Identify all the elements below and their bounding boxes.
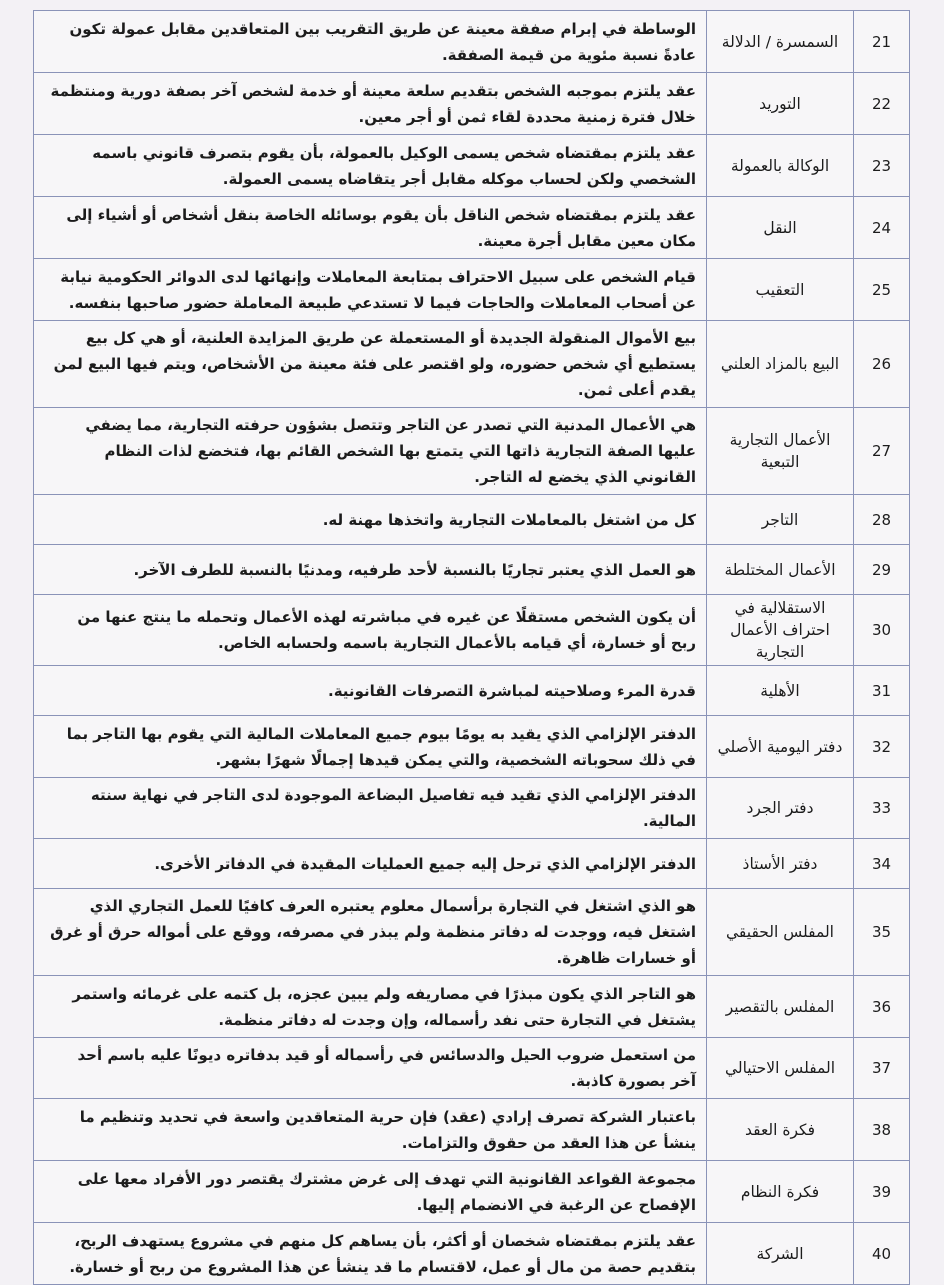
table-row [34, 976, 910, 1038]
number-cell [854, 1038, 910, 1099]
definition-text: الدفتر الإلزامي الذي يقيد به يومًا بيوم جميع المعاملات المالية التي يقوم بها التاجر بما في ذلك سحوباته الشخصية، والتي يمكن قيدها إجمالًا شهرًا بشهر. [66, 724, 696, 769]
definition-cell [34, 595, 707, 666]
definition-cell [34, 11, 707, 73]
definition-cell [34, 1161, 707, 1223]
definition-text: هي الأعمال المدنية التي تصدر عن التاجر وتتصل بشؤون حرفته التجارية، مما يضفي عليها الصفة التجارية ذاتها التي يتمتع بها الشخص القائم بها، فتخضع لذات النظام القانوني الذي يخضع له التاجر. [85, 416, 696, 486]
number-cell [854, 778, 910, 839]
number-cell [854, 839, 910, 889]
term-cell [707, 495, 854, 545]
term-cell [707, 259, 854, 321]
term-text: النقل [763, 218, 797, 237]
table-row [34, 259, 910, 321]
definition-cell [34, 545, 707, 595]
definition-text: هو التاجر الذي يكون مبذرًا في مصاريفه ولم يبين عجزه، بل كتمه على غرمائه واستمر يشتغل في التجارة حتى نفد رأسماله، وإن وجدت له دفاتر منظمة. [72, 984, 696, 1029]
row-number: 22 [871, 94, 892, 113]
term-text: المفلس الحقيقي [726, 923, 834, 941]
row-number: 35 [871, 923, 892, 941]
definition-cell [34, 716, 707, 778]
term-cell [707, 545, 854, 595]
term-text: المفلس بالتقصير [725, 997, 835, 1016]
term-text: فكرة العقد [744, 1120, 816, 1139]
table-row [34, 595, 910, 666]
number-cell [854, 666, 910, 716]
definition-cell [34, 1038, 707, 1099]
row-number: 38 [871, 1120, 892, 1139]
definition-cell [34, 839, 707, 889]
definition-cell [34, 73, 707, 135]
term-cell [707, 976, 854, 1038]
row-number: 28 [871, 510, 892, 529]
row-number: 31 [871, 681, 892, 700]
number-cell [854, 135, 910, 197]
term-cell [707, 595, 854, 666]
definition-cell [34, 197, 707, 259]
table-row [34, 716, 910, 778]
row-number: 26 [871, 355, 892, 373]
row-number: 36 [871, 997, 892, 1016]
row-number: 21 [871, 32, 892, 51]
table-row [34, 11, 910, 73]
number-cell [854, 73, 910, 135]
term-text: الأهلية [760, 681, 800, 700]
table-row [34, 778, 910, 839]
definition-text: أن يكون الشخص مستقلًا عن غيره في مباشرته لهذه الأعمال وتحمله ما ينتج عنها من ربح أو خسارة، أي قيامه بالأعمال التجارية باسمه ولحسابه الخاص. [77, 608, 696, 652]
term-text: دفتر الأستاذ [742, 854, 818, 873]
term-cell [707, 839, 854, 889]
row-number: 37 [871, 1059, 892, 1077]
definition-text: الدفتر الإلزامي الذي تقيد فيه تفاصيل البضاعة الموجودة لدى التاجر في نهاية سنته المالية. [90, 786, 696, 830]
term-text: الشركة [756, 1244, 804, 1263]
definition-cell [34, 889, 707, 976]
definition-cell [34, 1099, 707, 1161]
definition-text: هو الذي اشتغل في التجارة برأسمال معلوم يعتبره العرف كافيًا للعمل التجاري الذي اشتغل فيه، ووجدت له دفاتر منظمة ولم يبذر في مصرفه، ووقع على أمواله حرق أو غرق أو خسارات ظاهرة. [50, 897, 696, 967]
definition-text: عقد يلتزم بمقتضاه شخص الناقل بأن يقوم بوسائله الخاصة بنقل أشخاص أو أشياء إلى مكان معين مقابل أجرة معينة. [66, 205, 696, 250]
term-cell [707, 778, 854, 839]
definition-cell [34, 135, 707, 197]
number-cell [854, 716, 910, 778]
row-number: 27 [871, 442, 892, 460]
table-row [34, 408, 910, 495]
term-cell [707, 1161, 854, 1223]
row-number: 33 [871, 799, 892, 817]
number-cell [854, 1223, 910, 1285]
definition-cell [34, 976, 707, 1038]
definition-text: بيع الأموال المنقولة الجديدة أو المستعملة عن طريق المزايدة العلنية، أو هي كل بيع يستطيع أي شخص حضوره، ولو اقتصر على فئة معينة من الأشخاص، ويتم فيها البيع لمن يقدم أعلى ثمن. [53, 329, 696, 399]
term-cell [707, 889, 854, 976]
definition-text: عقد يلتزم بمقتضاه شخصان أو أكثر، بأن يساهم كل منهم في مشروع يستهدف الربح، بتقديم حصة من مال أو عمل، لاقتسام ما قد ينشأ عن هذا المشروع من ربح أو خسارة. [69, 1231, 696, 1276]
definition-text: عقد يلتزم بمقتضاه شخص يسمى الوكيل بالعمولة، بأن يقوم بتصرف قانوني باسمه الشخصي ولكن لحساب موكله مقابل أجر يتقاضاه يسمى العمولة. [92, 143, 696, 188]
term-text: التوريد [759, 94, 801, 113]
term-text: دفتر الجرد [746, 799, 814, 817]
row-number: 32 [871, 737, 892, 756]
table-row [34, 889, 910, 976]
table-row [34, 666, 910, 716]
table-row [34, 73, 910, 135]
term-text: فكرة النظام [740, 1182, 820, 1201]
number-cell [854, 545, 910, 595]
table-row [34, 1038, 910, 1099]
definition-text: الدفتر الإلزامي الذي ترحل إليه جميع العمليات المقيدة في الدفاتر الأخرى. [154, 854, 696, 873]
row-number: 34 [871, 854, 892, 873]
term-cell [707, 135, 854, 197]
definition-cell [34, 495, 707, 545]
term-cell [707, 716, 854, 778]
row-number: 24 [871, 218, 892, 237]
number-cell [854, 1161, 910, 1223]
glossary-table [33, 10, 910, 1285]
table-row [34, 135, 910, 197]
term-cell [707, 197, 854, 259]
term-text: البيع بالمزاد العلني [720, 355, 840, 373]
definition-cell [34, 321, 707, 408]
number-cell [854, 11, 910, 73]
row-number: 40 [871, 1244, 892, 1263]
table-row [34, 1099, 910, 1161]
term-text: السمسرة / الدلالة [721, 32, 839, 51]
term-text: الاستقلالية في احتراف الأعمال التجارية [730, 599, 830, 661]
term-text: الأعمال المختلطة [724, 560, 836, 579]
number-cell [854, 259, 910, 321]
row-number: 39 [871, 1182, 892, 1201]
table-row [34, 1161, 910, 1223]
row-number: 29 [871, 560, 892, 579]
table-row [34, 495, 910, 545]
row-number: 25 [871, 280, 892, 299]
definition-cell [34, 778, 707, 839]
definition-text: قدرة المرء وصلاحيته لمباشرة التصرفات القانونية. [328, 681, 696, 700]
number-cell [854, 595, 910, 666]
definition-text: من استعمل ضروب الحيل والدسائس في رأسماله أو قيد بدفاتره ديونًا عليه باسم أحد آخر بصورة كاذبة. [77, 1046, 696, 1090]
term-text: الوكالة بالعمولة [730, 156, 830, 175]
table-row [34, 545, 910, 595]
number-cell [854, 408, 910, 495]
definition-text: هو العمل الذي يعتبر تجاريًا بالنسبة لأحد طرفيه، ومدنيًا بالنسبة للطرف الآخر. [133, 560, 696, 579]
glossary-body [34, 11, 910, 1285]
table-row [34, 839, 910, 889]
term-cell [707, 73, 854, 135]
definition-text: عقد يلتزم بموجبه الشخص بتقديم سلعة معينة أو خدمة لشخص آخر بصفة دورية ومنتظمة خلال فترة زمنية محددة لقاء ثمن أو أجر معين. [50, 81, 696, 126]
term-cell [707, 11, 854, 73]
term-cell [707, 1223, 854, 1285]
table-row [34, 197, 910, 259]
row-number: 30 [871, 621, 892, 639]
definition-cell [34, 259, 707, 321]
table-row [34, 1223, 910, 1285]
definition-text: باعتبار الشركة تصرف إرادي (عقد) فإن حرية المتعاقدين واسعة في تحديد وتنظيم ما ينشأ عن هذا العقد من حقوق والتزامات. [79, 1107, 696, 1152]
definition-text: كل من اشتغل بالمعاملات التجارية واتخذها مهنة له. [322, 510, 696, 529]
definition-cell [34, 408, 707, 495]
row-number: 23 [871, 156, 892, 175]
table-row [34, 321, 910, 408]
definition-text: قيام الشخص على سبيل الاحتراف بمتابعة المعاملات وإنهائها لدى الدوائر الحكومية نيابة عن أصحاب المعاملات والحاجات فيما لا تستدعي طبيعة المعاملة حضور صاحبها بنفسه. [60, 267, 696, 312]
term-text: المفلس الاحتيالي [724, 1059, 836, 1077]
definition-text: الوساطة في إبرام صفقة معينة عن طريق التقريب بين المتعاقدين مقابل عمولة تكون عادةً نسبة مئوية من قيمة الصفقة. [69, 19, 696, 64]
term-text: دفتر اليومية الأصلي [717, 737, 843, 756]
number-cell [854, 321, 910, 408]
term-cell [707, 1038, 854, 1099]
definition-cell [34, 666, 707, 716]
term-text: التعقيب [755, 280, 805, 299]
term-cell [707, 321, 854, 408]
number-cell [854, 495, 910, 545]
definition-text: مجموعة القواعد القانونية التي تهدف إلى غرض مشترك يقتصر دور الأفراد معها على الإفصاح عن الرغبة في الانضمام إليها. [77, 1169, 696, 1214]
number-cell [854, 1099, 910, 1161]
term-cell [707, 666, 854, 716]
term-cell [707, 1099, 854, 1161]
number-cell [854, 889, 910, 976]
number-cell [854, 976, 910, 1038]
number-cell [854, 197, 910, 259]
definition-cell [34, 1223, 707, 1285]
term-text: الأعمال التجارية التبعية [729, 431, 831, 471]
term-text: التاجر [761, 510, 799, 529]
term-cell [707, 408, 854, 495]
